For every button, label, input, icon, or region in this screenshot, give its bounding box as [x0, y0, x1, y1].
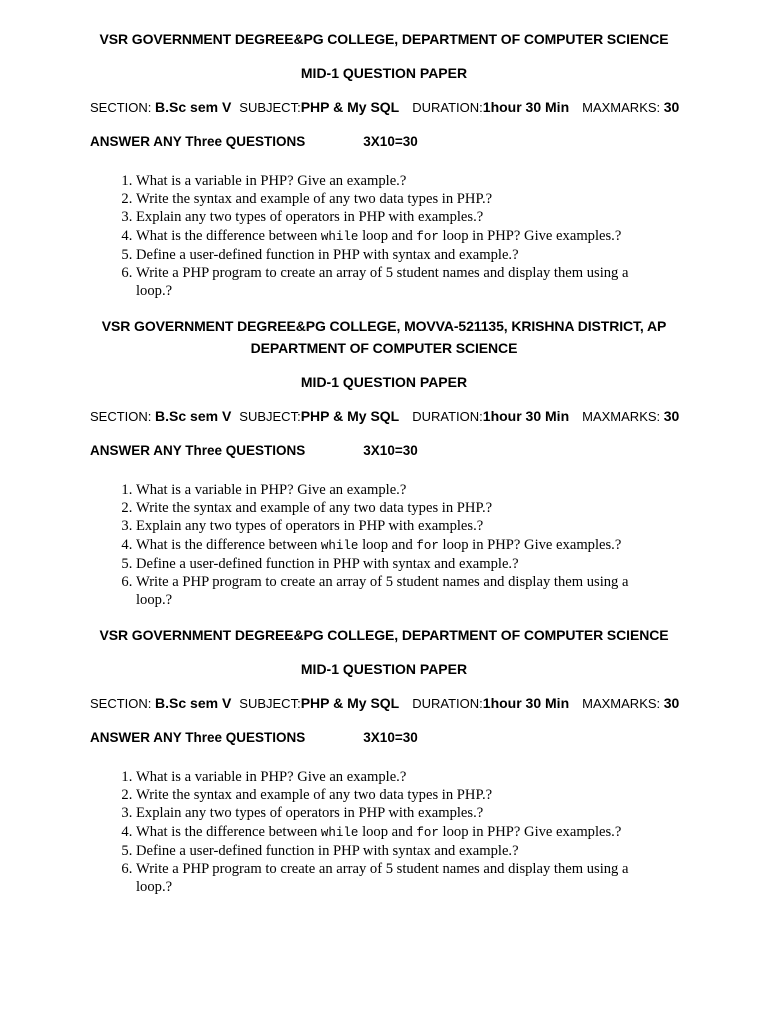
code-keyword-while: while [320, 229, 359, 244]
answer-instruction: ANSWER ANY Three QUESTIONS [90, 134, 306, 149]
question-item: 5. Define a user-defined function in PHP with syntax and example.? [136, 842, 656, 860]
subject-value: PHP & My SQL [300, 408, 400, 424]
question-item: 5. Define a user-defined function in PHP with syntax and example.? [136, 555, 656, 573]
question-item [136, 823, 656, 842]
subject-label: SUBJECT: [239, 100, 301, 115]
code-keyword-for: for [416, 229, 439, 244]
answer-instruction: ANSWER ANY Three QUESTIONS [90, 443, 306, 458]
section-value: B.Sc sem V [155, 408, 232, 424]
duration-label: DURATION: [412, 696, 483, 711]
maxmarks-label: MAXMARKS: [582, 696, 664, 711]
paper-subtitle: MID-1 QUESTION PAPER [300, 661, 468, 677]
code-keyword-for: for [416, 825, 439, 840]
duration-value: 1hour 30 Min [482, 408, 570, 424]
question-item: 1. What is a variable in PHP? Give an example.? [136, 768, 656, 786]
code-keyword-while: while [320, 538, 359, 553]
paper-meta-line [0, 693, 768, 714]
subject-value: PHP & My SQL [300, 99, 400, 115]
paper-title-line: VSR GOVERNMENT DEGREE&PG COLLEGE, MOVVA-521135, KRISHNA DISTRICT, AP [101, 318, 667, 334]
subject-label: SUBJECT: [239, 696, 301, 711]
question-text: What is the difference between [136, 823, 321, 840]
question-paper-2 [0, 315, 768, 609]
question-text: loop and [358, 823, 417, 840]
question-list [0, 172, 768, 300]
section-value: B.Sc sem V [155, 695, 232, 711]
duration-value: 1hour 30 Min [482, 99, 570, 115]
paper-title [0, 315, 768, 359]
answer-instruction-line [0, 728, 768, 748]
question-text: loop and [358, 227, 417, 244]
question-paper-3 [0, 624, 768, 896]
question-item: 2. Write the syntax and example of any two data types in PHP.? [136, 786, 656, 804]
answer-instruction-line [0, 132, 768, 152]
question-item: 6. Write a PHP program to create an array of 5 student names and display them using a loop.? [136, 860, 656, 896]
answer-instruction: ANSWER ANY Three QUESTIONS [90, 730, 306, 745]
marks-formula: 3X10=30 [363, 134, 418, 149]
maxmarks-label: MAXMARKS: [582, 409, 664, 424]
maxmarks-value: 30 [663, 99, 680, 115]
section-label: SECTION: [90, 100, 156, 115]
duration-value: 1hour 30 Min [482, 695, 570, 711]
code-keyword-while: while [320, 825, 359, 840]
question-item: 1. What is a variable in PHP? Give an example.? [136, 481, 656, 499]
maxmarks-value: 30 [663, 408, 680, 424]
paper-title-line: DEPARTMENT OF COMPUTER SCIENCE [250, 340, 518, 356]
question-text: loop in PHP? Give examples.? [438, 227, 622, 244]
subject-value: PHP & My SQL [300, 695, 400, 711]
marks-formula: 3X10=30 [363, 730, 418, 745]
maxmarks-value: 30 [663, 695, 680, 711]
question-paper-1 [0, 28, 768, 300]
section-value: B.Sc sem V [155, 99, 232, 115]
maxmarks-label: MAXMARKS: [582, 100, 664, 115]
question-text: What is the difference between [136, 536, 321, 553]
question-list [0, 768, 768, 896]
question-item: 6. Write a PHP program to create an array of 5 student names and display them using a loop.? [136, 264, 656, 300]
question-item [136, 536, 656, 555]
section-label: SECTION: [90, 696, 156, 711]
question-text: loop in PHP? Give examples.? [438, 823, 622, 840]
question-item [136, 227, 656, 246]
answer-instruction-line [0, 441, 768, 461]
marks-formula: 3X10=30 [363, 443, 418, 458]
question-item: 3. Explain any two types of operators in PHP with examples.? [136, 208, 656, 226]
subject-label: SUBJECT: [239, 409, 301, 424]
question-item: 3. Explain any two types of operators in PHP with examples.? [136, 804, 656, 822]
question-item: 6. Write a PHP program to create an array of 5 student names and display them using a loop.? [136, 573, 656, 609]
question-list [0, 481, 768, 609]
duration-label: DURATION: [412, 409, 483, 424]
code-keyword-for: for [416, 538, 439, 553]
question-item: 5. Define a user-defined function in PHP with syntax and example.? [136, 246, 656, 264]
question-item: 2. Write the syntax and example of any two data types in PHP.? [136, 499, 656, 517]
duration-label: DURATION: [412, 100, 483, 115]
paper-meta-line [0, 97, 768, 118]
question-text: loop and [358, 536, 417, 553]
paper-subtitle: MID-1 QUESTION PAPER [300, 65, 468, 81]
question-item: 2. Write the syntax and example of any two data types in PHP.? [136, 190, 656, 208]
paper-subtitle: MID-1 QUESTION PAPER [300, 374, 468, 390]
question-text: loop in PHP? Give examples.? [438, 536, 622, 553]
paper-title [0, 624, 768, 646]
paper-meta-line [0, 406, 768, 427]
section-label: SECTION: [90, 409, 156, 424]
question-text: What is the difference between [136, 227, 321, 244]
question-item: 3. Explain any two types of operators in PHP with examples.? [136, 517, 656, 535]
paper-title [0, 28, 768, 50]
paper-title-line: VSR GOVERNMENT DEGREE&PG COLLEGE, DEPARTMENT OF COMPUTER SCIENCE [99, 31, 669, 47]
question-item: 1. What is a variable in PHP? Give an example.? [136, 172, 656, 190]
paper-title-line: VSR GOVERNMENT DEGREE&PG COLLEGE, DEPARTMENT OF COMPUTER SCIENCE [99, 627, 669, 643]
